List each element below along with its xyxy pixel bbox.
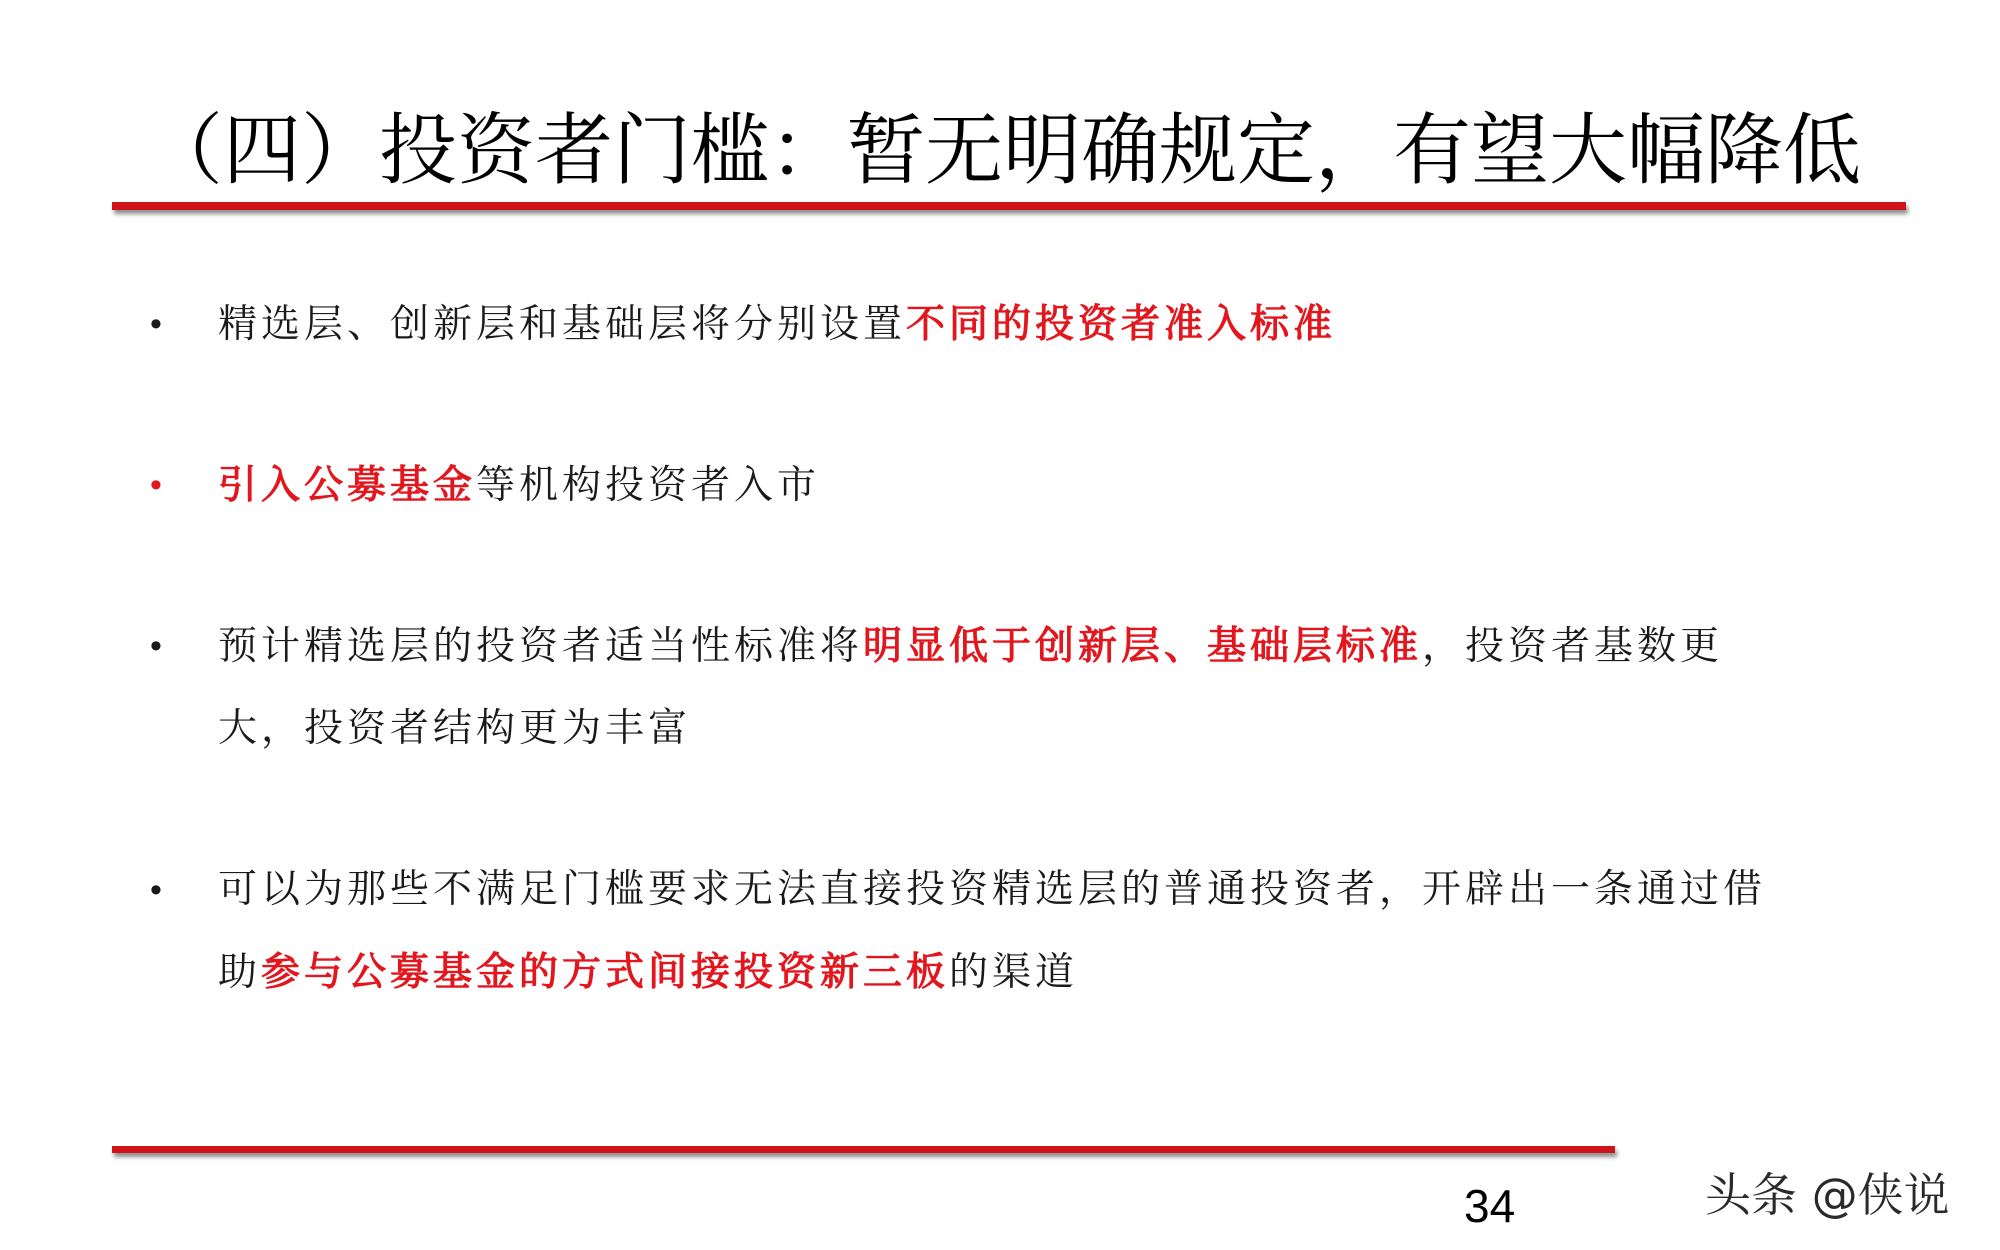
bullet-text-plain: 精选层、创新层和基础层将分别设置 (218, 302, 907, 347)
bullet-text-highlight: 引入公募基金 (218, 462, 477, 508)
bullet-text (218, 283, 1798, 366)
footer-divider (112, 1146, 1615, 1153)
bullet-text-highlight: 不同的投资者准入标准 (906, 301, 1337, 347)
bullet-text-highlight: 参与公募基金的方式间接投资新三板 (261, 949, 950, 995)
bullet-text-highlight: 明显低于创新层、基础层标准 (863, 623, 1423, 669)
bullet-dot-icon: • (150, 305, 166, 343)
bullet-text-plain: 可以为那些不满足门槛要求无法直接投资精选层的普通投资者，开辟出一条通过借助 (218, 867, 1767, 995)
bullet-dot-icon: • (150, 871, 166, 909)
bullet-text-plain: 等机构投资者入市 (476, 463, 821, 508)
title-divider (112, 202, 1906, 210)
bullet-text (218, 605, 1798, 770)
page-number: 34 (1464, 1180, 1516, 1232)
bullet-text (218, 444, 1798, 527)
bullet-text-plain: 预计精选层的投资者适当性标准将 (218, 624, 864, 669)
bullet-dot-icon: • (150, 466, 166, 504)
bullet-text (218, 849, 1798, 1014)
bullet-text-plain: 的渠道 (949, 950, 1079, 995)
slide-title: （四）投资者门槛：暂无明确规定，有望大幅降低 (145, 106, 1862, 196)
bullet-text-plain: ，投资者基数更大，投资者结构更为丰富 (218, 624, 1724, 751)
watermark: 头条 @侠说 (1705, 1168, 1950, 1222)
bullet-dot-icon: • (150, 627, 166, 665)
